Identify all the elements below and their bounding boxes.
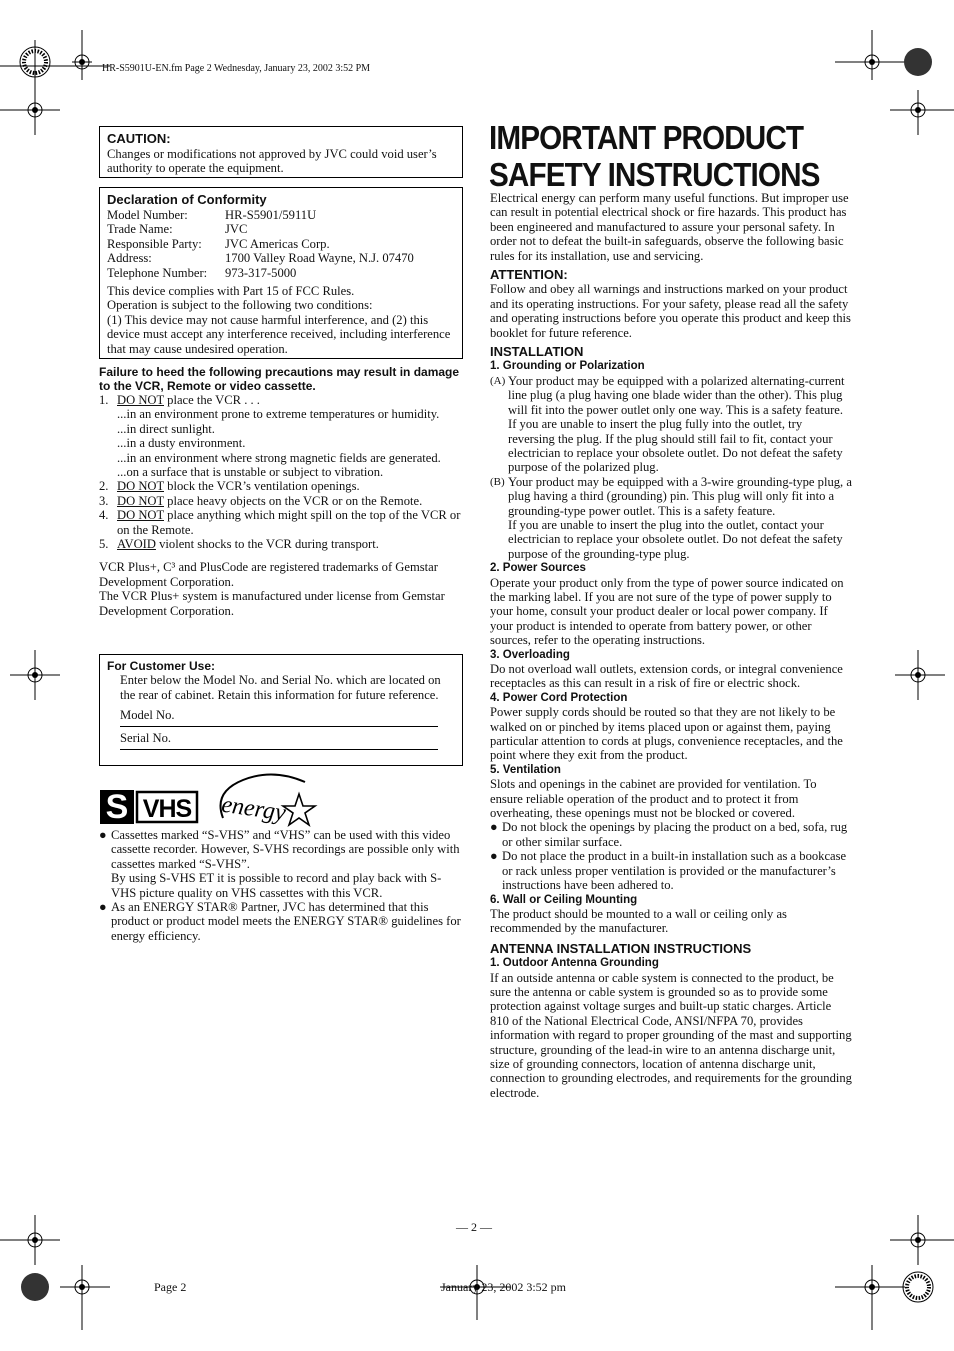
precaution-item: 1. DO NOT place the VCR . . . ...in an environment prone to extreme temperatures or humidity. ...in direct sunlight. ...in a dusty environment. ...in an environment where strong magnetic fields are generated. ...on a surface that is unstable or subject to vibration. — [99, 393, 465, 479]
decl-key: Responsible Party: — [107, 236, 202, 251]
attention-text: Follow and obey all warnings and instructions marked on your product and its operating instructions. For your safety, please read all the safety and operating instructions before you operate this product and keep this booklet for future reference. — [490, 282, 851, 340]
precaution-text: place anything which might spill on the top of the VCR or on the Remote. — [117, 508, 461, 537]
precaution-keyword: DO NOT — [117, 508, 164, 523]
decl-row — [107, 237, 454, 251]
antenna-heading: ANTENNA INSTALLATION INSTRUCTIONS — [490, 940, 752, 956]
clause-text: If you are unable to insert the plug fully into the outlet, try reversing the plug. If the plug should still fail to fit, contact your electrician to replace your obsolete outlet. Do not defeat the safety purpose of the polarized plug. — [508, 417, 843, 475]
precaution-item: 4. DO NOT place anything which might spill on the top of the VCR or on the Remote. — [99, 508, 461, 537]
bullet-icon: ● — [99, 828, 107, 842]
caution-box — [99, 126, 463, 178]
customer-use-box — [99, 654, 463, 766]
precaution-item: 2. DO NOT block the VCR’s ventilation openings. — [99, 479, 360, 494]
cassette-notes — [99, 828, 465, 943]
decl-value: JVC Americas Corp. — [225, 236, 330, 251]
clause-label: (B) — [490, 475, 505, 488]
bullet-icon: ● — [99, 900, 107, 915]
page-number: — 2 — — [456, 1220, 492, 1234]
footer-date: January 23, 2002 3:52 pm — [441, 1280, 566, 1294]
section-heading: 4. Power Cord Protection — [490, 691, 628, 704]
bullet-text: Do not place the product in a built-in installation such as a bookcase or rack unless proper ventilation is provided or the manufacturer’s instructions have been adhered to. — [502, 849, 847, 893]
decl-row — [107, 251, 454, 265]
bullet-text-cont: By using S-VHS ET it is possible to record and play back with S-VHS picture quality on VHS cassettes with this VCR. — [111, 871, 442, 900]
caution-text: Changes or modifications not approved by JVC could void user’s authority to operate the equipment. — [107, 147, 437, 176]
clause-text: Your product may be equipped with a 3-wire grounding-type plug, a plug having a third (grounding) pin. This plug will only fit into a grounding-type power outlet. This is a safety feature. — [508, 474, 852, 518]
env-item: ...in an environment prone to extreme temperatures or humidity. — [117, 407, 440, 422]
clause-text: Your product may be equipped with a polarized alternating-current line plug (a plug having one blade wider than the other). This plug will fit into the power outlet only one way. This is a safety feature. — [508, 373, 845, 417]
bullet-text: As an ENERGY STAR® Partner, JVC has determined that this product or product model meets the ENERGY STAR® guidelines for energy efficiency. — [111, 900, 461, 943]
declaration-title: Declaration of Conformity — [107, 192, 267, 207]
clause-label: (A) — [490, 374, 506, 387]
precaution-keyword: DO NOT — [117, 493, 164, 508]
env-item: ...on a surface that is unstable or subject to vibration. — [117, 465, 384, 480]
serial-no-line — [120, 731, 438, 750]
decl-key: Trade Name: — [107, 222, 173, 237]
license-text: The VCR Plus+ system is manufactured under license from Gemstar Development Corporation. — [99, 589, 445, 618]
clause-b — [490, 475, 852, 561]
section-text: If an outside antenna or cable system is connected to the product, be sure the antenna or cable system is grounded so as to provide some protection against voltage surges and built-up static charges. Article 810 of the National Electrical Code, ANSI/NFPA 70, provides information with regard to proper grounding of the mast and supporting structure, grounding of the lead-in wire to an antenna discharge unit, size of grounding connectors, location of antenna discharge unit, connection to grounding electrodes, and requirements for the grounding electrode. — [490, 970, 852, 1100]
footer-page: Page 2 — [154, 1280, 187, 1294]
model-no-label: Model No. — [120, 708, 175, 723]
clause-text: If you are unable to insert the plug into the outlet, contact your electrician to replace your obsolete outlet. Do not defeat the safety purpose of the grounding-type plug. — [508, 517, 843, 561]
customer-use-text: Enter below the Model No. and Serial No. which are located on the rear of cabinet. Retain this information for future reference. — [120, 673, 441, 702]
decl-value: 973-317-5000 — [225, 265, 297, 280]
model-no-line — [120, 708, 438, 727]
fcc-condition-text: (1) This device may not cause harmful interference, and (2) this device must accept any interference received, including interference that may cause undesired operation. — [107, 312, 451, 356]
env-item: ...in a dusty environment. — [117, 436, 246, 451]
svg-text:VHS: VHS — [142, 795, 192, 823]
section-heading: 5. Ventilation — [490, 763, 561, 776]
svg-text:energy: energy — [219, 791, 288, 827]
section-text: Slots and openings in the cabinet are provided for ventilation. To ensure reliable operation of the product and to protect it from overheating, these openings must not be blocked or covered. — [490, 777, 817, 821]
decl-key: Telephone Number: — [107, 265, 208, 280]
bullet-icon: ● — [490, 849, 498, 864]
attention-heading: ATTENTION: — [490, 267, 568, 283]
precaution-item: 5. AVOID violent shocks to the VCR during transport. — [99, 537, 379, 552]
right-column — [490, 191, 852, 1100]
decl-row — [107, 222, 454, 236]
decl-row — [107, 208, 454, 222]
decl-value: 1700 Valley Road Wayne, N.J. 07470 — [225, 251, 414, 266]
decl-key: Address: — [107, 251, 152, 266]
intro-text: Electrical energy can perform many useful functions. But improper use can result in potential electrical shock or fire hazards. This product has been engineered and manufactured to assure your personal safety. In order not to defeat the built-in safeguards, observe the following basic rules for its installation, use and servicing. — [490, 191, 849, 263]
page-title: IMPORTANT PRODUCT SAFETY INSTRUCTIONS — [489, 119, 820, 193]
caution-title: CAUTION: — [107, 131, 171, 146]
precaution-text: block the VCR’s ventilation openings. — [164, 479, 360, 494]
bullet-item — [490, 849, 852, 892]
bullet-text: Cassettes marked “S-VHS” and “VHS” can be used with this video cassette recorder. However, S-VHS recordings are possible only with cassettes marked “S-VHS”. — [111, 828, 460, 871]
decl-key: Model Number: — [107, 208, 188, 222]
fcc-conditions: Operation is subject to the following two conditions: — [107, 298, 373, 313]
serial-no-label: Serial No. — [120, 731, 172, 746]
section-heading: 6. Wall or Ceiling Mounting — [490, 893, 638, 906]
section-heading: 3. Overloading — [490, 648, 570, 661]
svg-text:S: S — [105, 790, 129, 824]
env-item: ...in an environment where strong magnetic fields are generated. — [117, 450, 441, 465]
section-heading: 2. Power Sources — [490, 562, 586, 575]
section-text: The product should be mounted to a wall or ceiling only as recommended by the manufacturer. — [490, 906, 787, 936]
declaration-box — [99, 187, 463, 359]
precaution-text: violent shocks to the VCR during transport. — [155, 537, 379, 552]
declaration-rows — [107, 208, 454, 280]
energy-star-logo — [213, 772, 318, 833]
bullet-item — [490, 820, 852, 849]
section-text: Operate your product only from the type of power source indicated on the marking label. If you are not sure of the type of power supply to your home, consult your product dealer or local power company. If your product is intended to operate from battery power, or other sources, refer to the operating instructions. — [490, 575, 844, 648]
decl-row — [107, 266, 454, 280]
precautions-list — [99, 393, 465, 551]
env-item: ...in direct sunlight. — [117, 421, 215, 436]
left-column — [99, 365, 465, 618]
decl-value: HR-S5901/5911U — [225, 208, 317, 222]
precautions-intro: Failure to heed the following precautions may result in damage to the VCR, Remote or video cassette. — [99, 365, 460, 393]
precaution-keyword: DO NOT — [117, 479, 164, 494]
section-text: Power supply cords should be routed so that they are not likely to be walked on or pinched by items placed upon or against them, paying particular attention to cords at plugs, convenience receptacles, and the point where they exit from the product. — [490, 705, 843, 763]
energy-star-graphic — [213, 772, 318, 830]
trademark-text: VCR Plus+, C³ and PlusCode are registered trademarks of Gemstar Development Corporation. — [99, 560, 438, 589]
precaution-text: place heavy objects on the VCR or on the Remote. — [164, 493, 423, 508]
installation-heading: INSTALLATION — [490, 344, 584, 360]
customer-use-title: For Customer Use: — [107, 659, 216, 673]
precaution-text: place the VCR . . . — [164, 393, 260, 407]
section-heading: 1. Grounding or Polarization — [490, 360, 645, 373]
svhs-logo — [100, 790, 200, 827]
section-heading: 1. Outdoor Antenna Grounding — [490, 957, 659, 970]
bullet-text: Do not block the openings by placing the product on a bed, sofa, rug or other similar surface. — [502, 820, 848, 849]
precaution-keyword: AVOID — [117, 537, 156, 552]
bullet-item — [99, 900, 465, 943]
precaution-keyword: DO NOT — [117, 393, 164, 407]
env-list — [117, 407, 465, 479]
bullet-item — [99, 828, 465, 900]
precaution-item: 3. DO NOT place heavy objects on the VCR or on the Remote. — [99, 493, 423, 508]
svhs-logo-graphic — [100, 790, 200, 824]
decl-value: JVC — [225, 222, 248, 237]
file-header: HR-S5901U-EN.fm Page 2 Wednesday, January 23, 2002 3:52 PM — [102, 63, 371, 74]
fcc-compliance: This device complies with Part 15 of FCC Rules. — [107, 284, 355, 299]
section-text: Do not overload wall outlets, extension cords, or integral convenience receptacles as this can result in a risk of fire or electric shock. — [490, 662, 843, 691]
clause-a — [490, 374, 852, 475]
bullet-icon: ● — [490, 820, 498, 835]
